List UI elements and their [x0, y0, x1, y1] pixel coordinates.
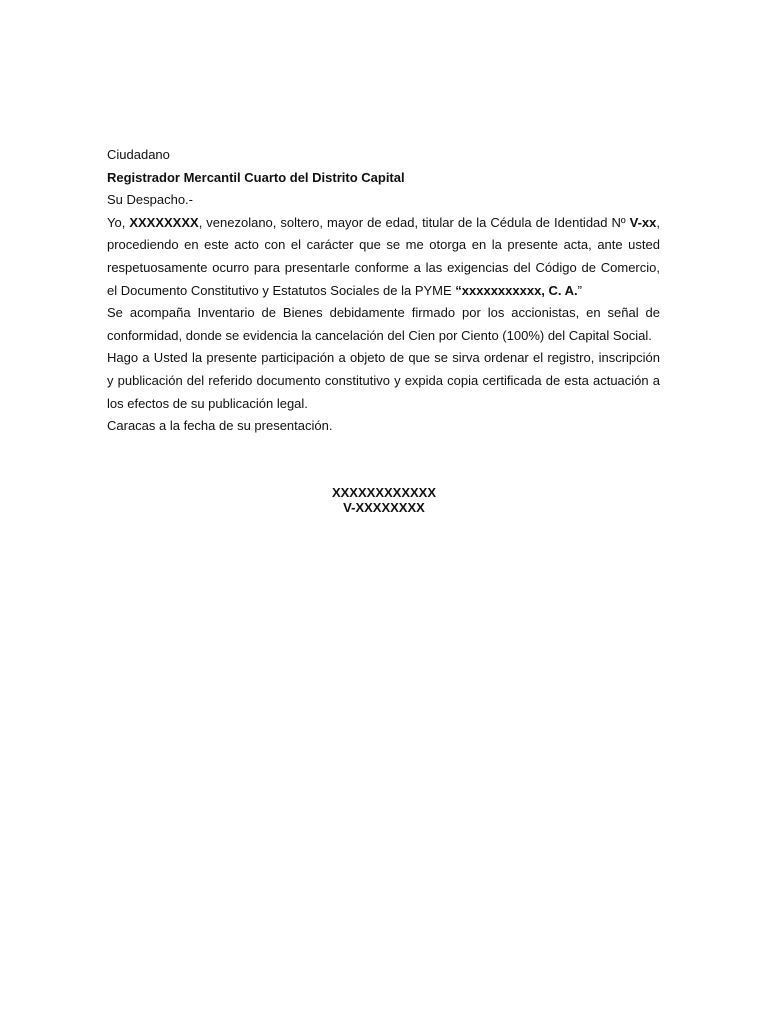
closing-line: Caracas a la fecha de su presentación.	[107, 418, 333, 434]
intro-body: , procediendo en este acto con el carácter que se me otorga en la presente acta, ante usted respetuosamente ocurro para presentarle conforme a las exigencias del Código de Comercio, el Documento Constitutivo y Estatutos Sociales de la PYME	[107, 214, 660, 298]
company-name: “xxxxxxxxxxx, C. A.	[455, 282, 578, 298]
intro-middle: , venezolano, soltero, mayor de edad, titular de la Cédula de Identidad Nº	[198, 214, 630, 230]
applicant-id: V-xx	[629, 214, 657, 230]
applicant-name: XXXXXXXX	[129, 214, 199, 230]
paragraph-inventory: Se acompaña Inventario de Bienes debidamente firmado por los accionistas, en señal de conformidad, donde se evidencia la cancelación del Cien por Ciento (100%) del Capital Social.	[107, 305, 660, 343]
letter-body	[107, 144, 660, 438]
paragraph-introduction	[107, 212, 660, 302]
signature-id: V-XXXXXXXX	[343, 500, 425, 515]
salutation: Ciudadano	[107, 147, 170, 162]
signature-name: XXXXXXXXXXXX	[331, 485, 437, 500]
intro-end: ”	[577, 282, 583, 298]
paragraph-request: Hago a Usted la presente participación a objeto de que se sirva ordenar el registro, inscripción y publicación del referido documento constitutivo y expida copia certificada de esta actuación a los efectos de su publicación legal.	[107, 350, 660, 411]
office-line: Su Despacho.-	[107, 192, 193, 208]
signature-block	[0, 485, 768, 515]
recipient-title: Registrador Mercantil Cuarto del Distrito Capital	[107, 169, 405, 185]
intro-prefix: Yo,	[107, 214, 130, 230]
